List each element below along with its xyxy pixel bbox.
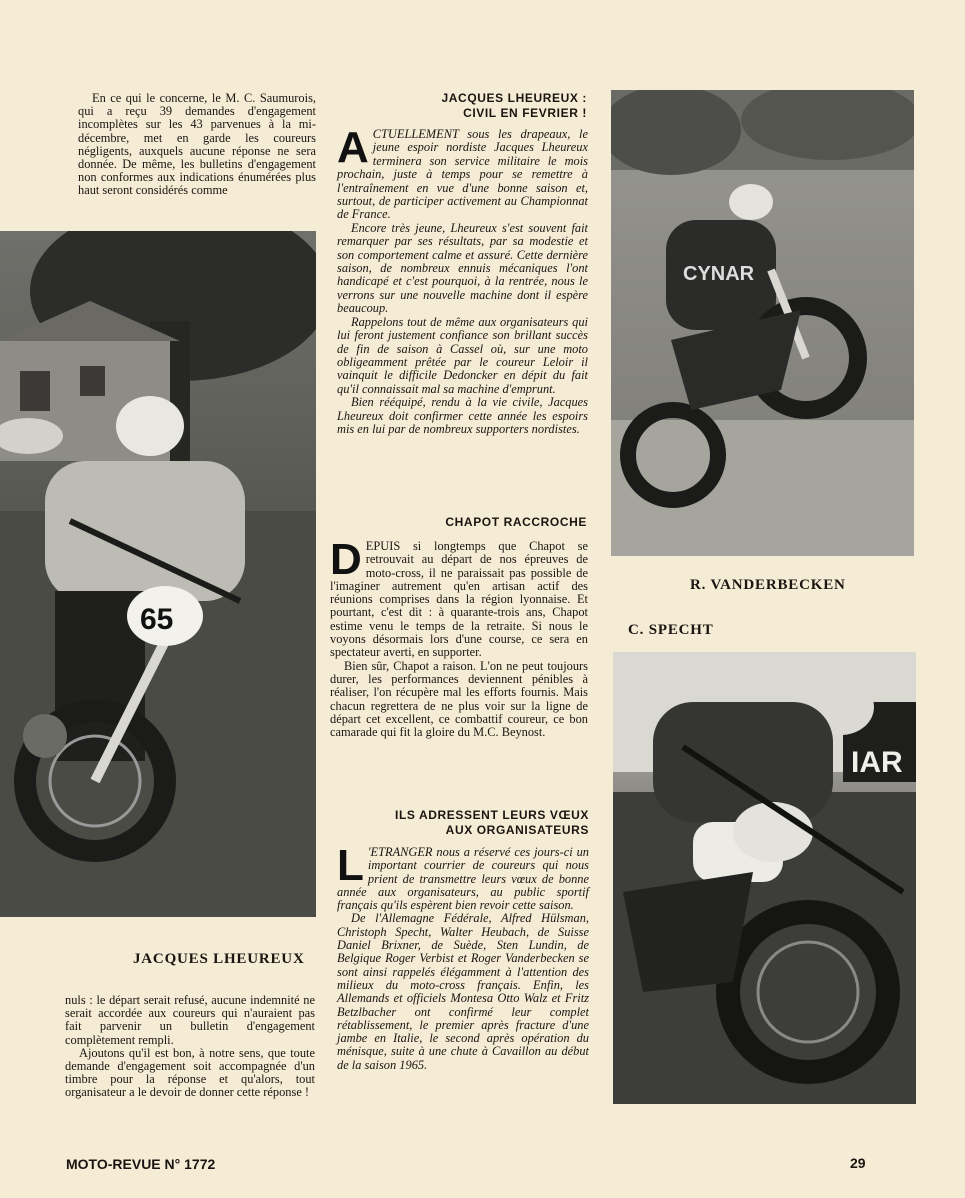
article3-dropcap: L <box>337 841 364 890</box>
caption-jacques-lheureux: JACQUES LHEUREUX <box>133 951 305 967</box>
article1-paragraph-1: ACTUELLEMENT sous les drapeaux, le jeune espoir nordiste Jacques Lheureux terminera son service militaire le mois prochain, juste à temps pour se remettre à l'entraînement en vue d'une bonne saison et, surtout, de participer activement au Championnat de France. <box>337 123 588 222</box>
photo-c-specht <box>613 652 916 1104</box>
footer-magazine: MOTO-REVUE N° 1772 <box>66 1156 216 1172</box>
intro-text <box>78 92 316 198</box>
article1-heading-line1: JACQUES LHEUREUX : <box>441 91 587 105</box>
bottom-text <box>65 994 315 1100</box>
footer-page-number: 29 <box>850 1155 866 1171</box>
rider-illustration <box>0 231 316 917</box>
article2-paragraph-1: DEPUIS si longtemps que Chapot se retrouvait au départ de nos épreuves de moto-cross, il ne paraissait pas possible de l'imaginer autrement qu'en artisan actif des réunions comprises dans la région lyonnaise. Et pourtant, c'est dit : à quarante-trois ans, Chapot estime venu le temps de la retraite. Si nous le voyons désormais lors d'une course, ce sera en spectateur averti, en supporter. <box>330 535 588 660</box>
article3-body <box>337 841 589 1072</box>
article2-paragraph-2: Bien sûr, Chapot a raison. L'on ne peut toujours durer, les performances deviennent pénibles à réaliser, l'on récupère mal les efforts fournis. Mais chacun regrettera de ne plus voir sur la ligne de départ cet excellent, ce combattif coureur, ce bon camarade qui fit la gloire du M.C. Beynost. <box>330 658 588 740</box>
article2-heading: CHAPOT RACCROCHE <box>445 515 587 529</box>
article2-body <box>330 535 588 740</box>
bottom-paragraph-2: Ajoutons qu'il est bon, à notre sens, que toute demande d'engagement soit accompagnée d'un timbre pour la réponse et qu'alors, tout organisateur a le devoir de donner cette réponse ! <box>65 1045 315 1100</box>
jersey-text: CYNAR <box>683 263 755 285</box>
banner-text: IAR <box>851 746 903 779</box>
article1-paragraph-4: Bien rééquipé, rendu à la vie civile, Jacques Lheureux doit confirmer cette année les espoirs mis en lui par de nombreux supporters nordistes. <box>337 395 588 436</box>
article3-paragraph-2: De l'Allemagne Fédérale, Alfred Hülsman, Christoph Specht, Walter Heubach, de Suisse Daniel Brixner, de Suède, Sten Lundin, de Belgique Roger Verbist et Roger Vanderbecken se sont ainsi rappelés élégamment à l'attention des milieux du moto-cross français. Enfin, les Allemands et officiels Montesa Otto Walz et Fritz Betzlbacher ont confirmé leur complet rétablissement, le premier après fracture d'une jambe en Italie, le second après opération du ménisque, suite à une chute à Cavaillon au début de la saison 1965. <box>337 911 589 1072</box>
photo-r-vanderbecken <box>611 90 914 556</box>
vanderbecken-illustration <box>611 90 914 556</box>
article1-heading-line2: CIVIL EN FEVRIER ! <box>463 106 587 120</box>
plate-number: 65 <box>140 603 174 636</box>
article3-heading <box>330 808 589 838</box>
article3-paragraph-1: L 'ETRANGER nous a réservé ces jours-ci un important courrier de coureurs qui nous prient de transmettre leurs vœux de bonne année aux organisateurs, au public sportif français qu'ils espèrent bien revoir cette saison. <box>337 841 589 913</box>
caption-c-specht: C. SPECHT <box>628 622 714 638</box>
article1-body <box>337 123 588 436</box>
article3-heading-line1: ILS ADRESSENT LEURS VŒUX <box>395 808 589 822</box>
bottom-paragraph-1: nuls : le départ serait refusé, aucune indemnité ne serait accordée aux coureurs qui n'auraient pas fait parvenir un bulletin d'engagement complètement rempli. <box>65 993 315 1047</box>
article1-dropcap: A <box>337 123 369 172</box>
caption-r-vanderbecken: R. VANDERBECKEN <box>690 577 846 593</box>
article1-heading <box>330 91 587 121</box>
intro-paragraph: En ce qui le concerne, le M. C. Saumurois, qui a reçu 39 demandes d'engagement incomplètes sur les 43 parvenues à la mi-décembre, met en garde les coureurs négligents, auxquels aucune réponse ne sera donnée. De même, les bulletins d'engagement non conformes aux indications énumérées plus haut seront considérés comme <box>78 91 316 198</box>
specht-illustration <box>613 652 916 1104</box>
article1-paragraph-2: Encore très jeune, Lheureux s'est souvent fait remarquer par ses résultats, par sa modestie et son comportement calme et assuré. Cette dernière saison, de nombreux ennuis mécaniques l'ont handicapé et c'est pourquoi, à la rentrée, nous le verrons sur une nouvelle machine dont il espère beaucoup. <box>337 220 588 316</box>
photo-jacques-lheureux <box>0 231 316 917</box>
article1-paragraph-3: Rappelons tout de même aux organisateurs qui lui feront justement confiance son brillant succès de fin de saison à Cassel où, sur une moto obligeamment prêtée par le coureur Leloir il vainquit le difficile Dedoncker en dépit du fait qu'il connaissait mal sa machine d'emprunt. <box>337 314 588 396</box>
article3-heading-line2: AUX ORGANISATEURS <box>445 823 589 837</box>
article2-dropcap: D <box>330 535 362 584</box>
